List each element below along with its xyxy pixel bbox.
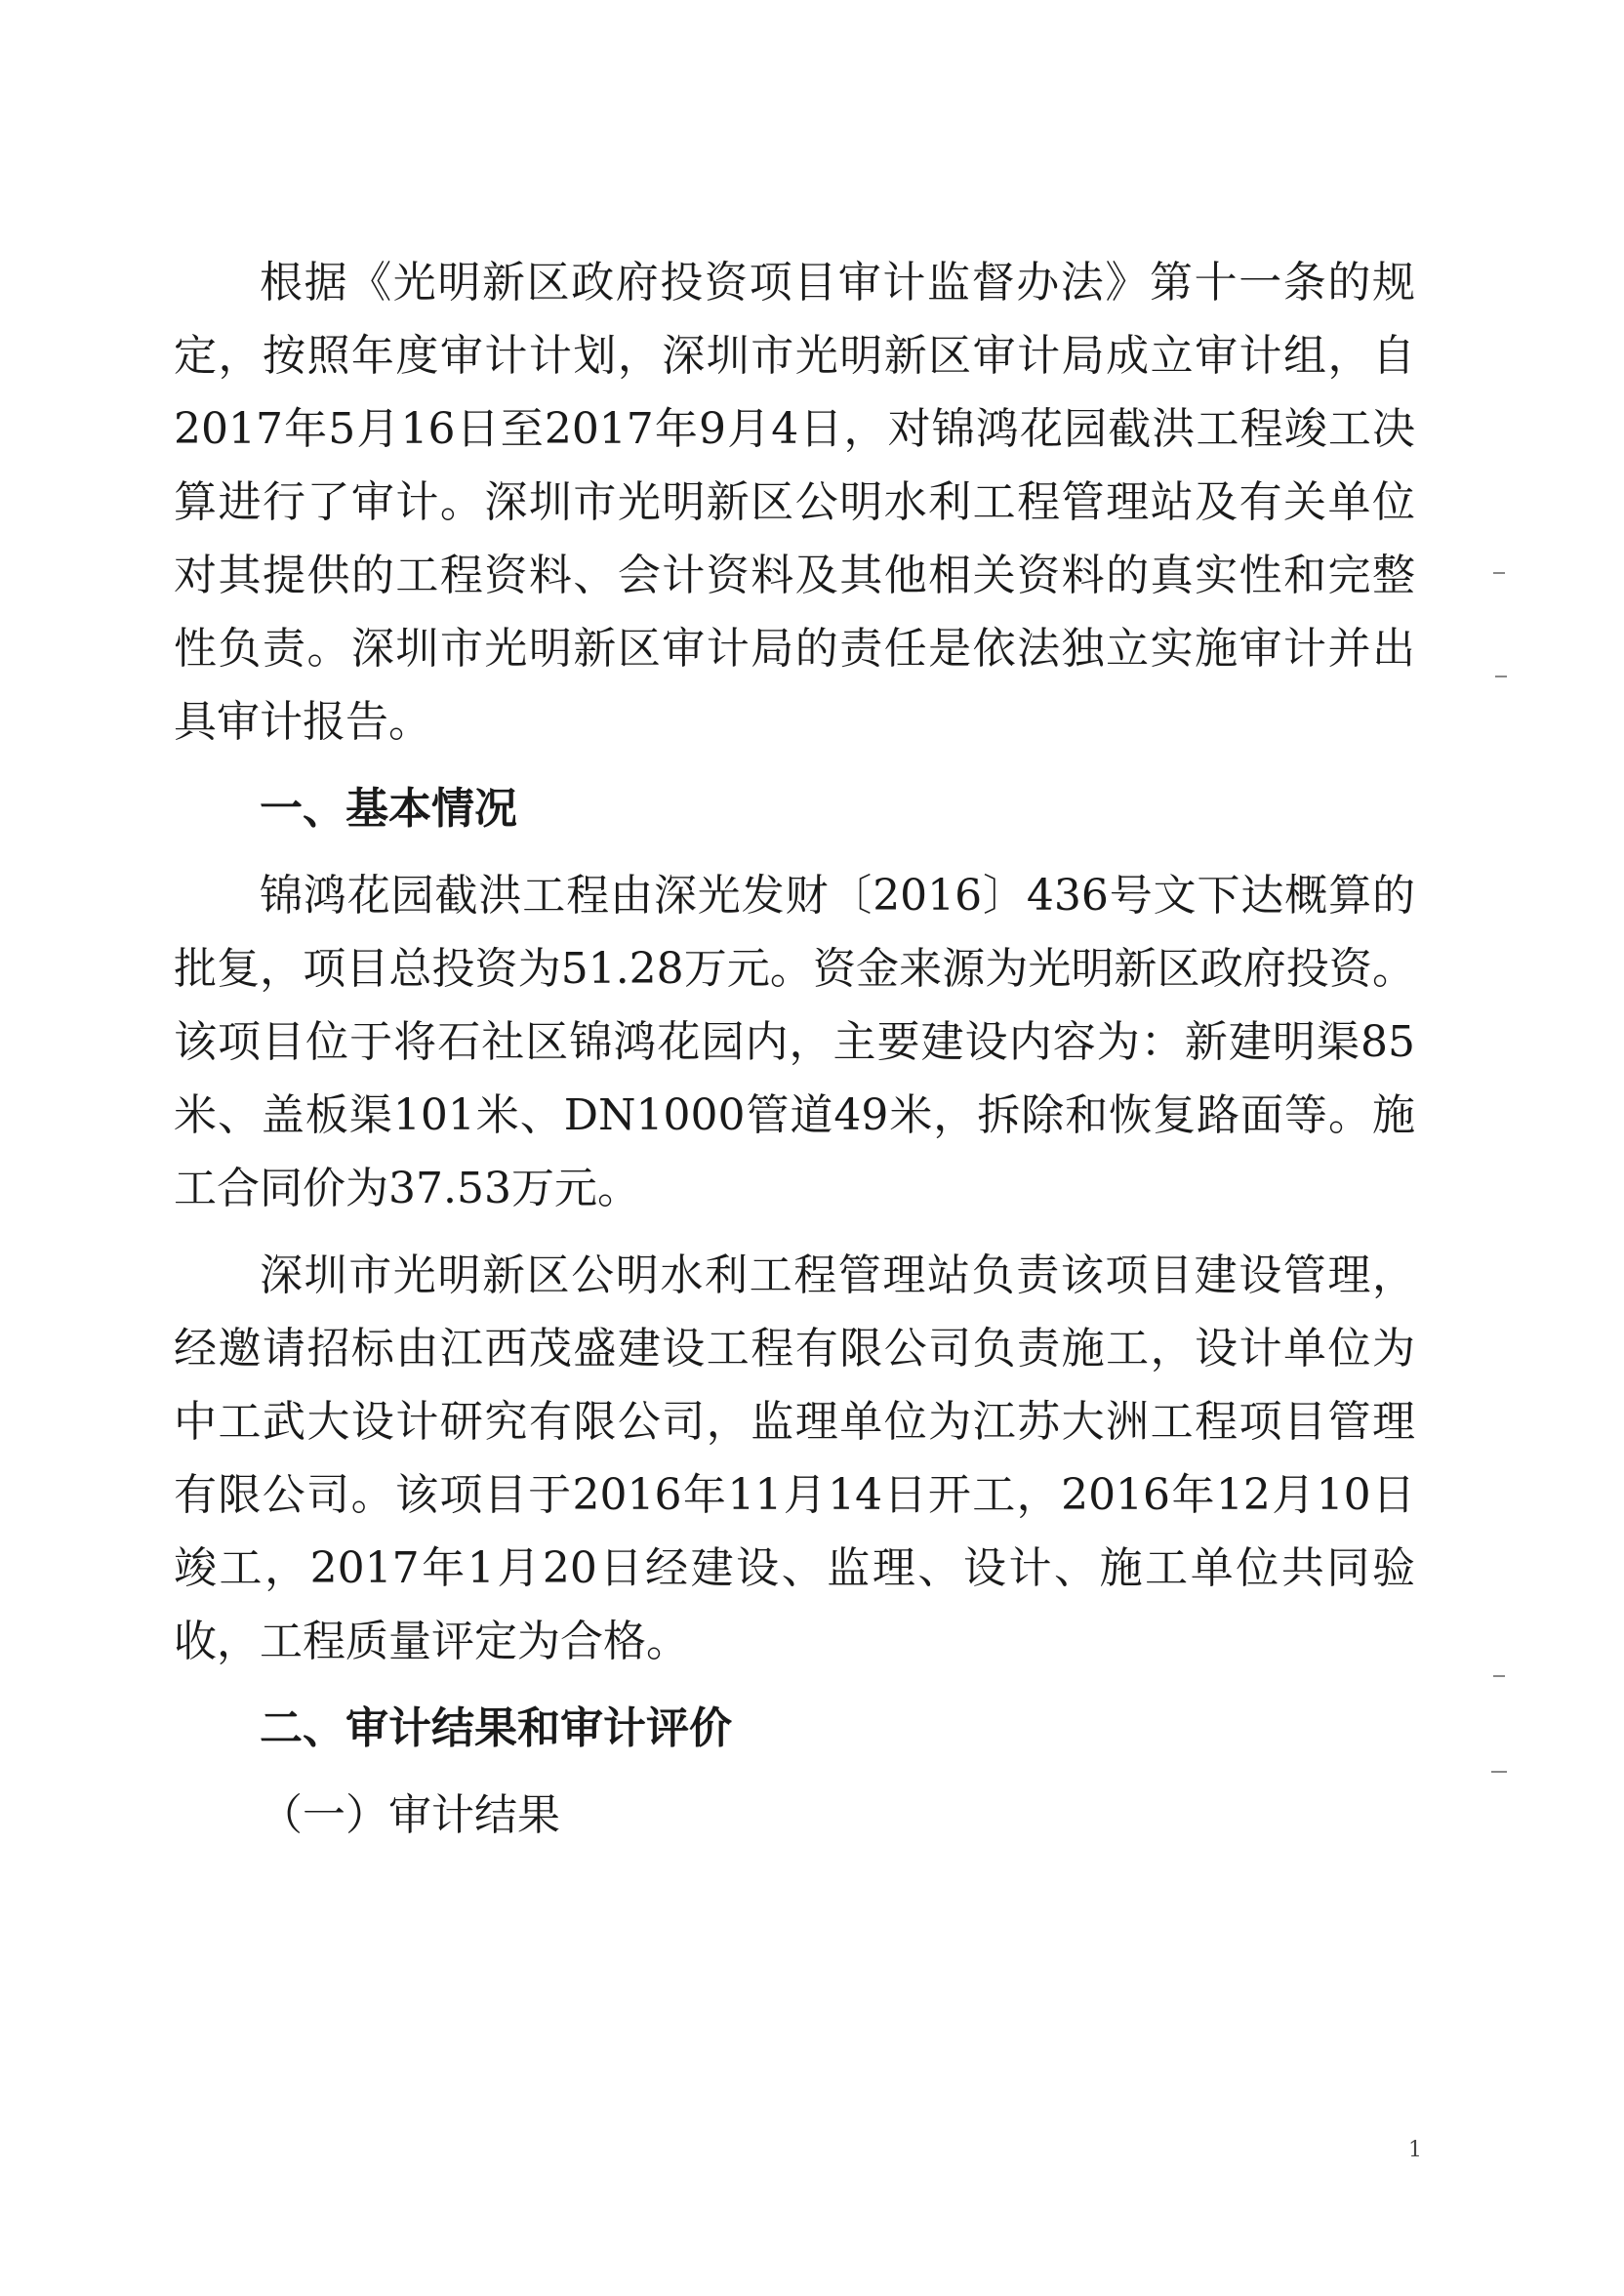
basic-info-paragraph-1: 锦鸿花园截洪工程由深光发财〔2016〕436号文下达概算的批复，项目总投资为51.28万元。资金来源为光明新区政府投资。该项目位于将石社区锦鸿花园内，主要建设内容为：新建明渠85米、盖板渠101米、DN1000管道49米，拆除和恢复路面等。施工合同价为37.53万元。 bbox=[174, 871, 1415, 1213]
scan-margin-mark bbox=[1493, 572, 1505, 574]
scan-margin-mark bbox=[1491, 1771, 1507, 1773]
section-heading-basic-info: 一、基本情况 bbox=[260, 784, 517, 834]
scan-margin-mark bbox=[1493, 1675, 1505, 1677]
basic-info-paragraph-2: 深圳市光明新区公明水利工程管理站负责该项目建设管理，经邀请招标由江西茂盛建设工程有限公司负责施工，设计单位为中工武大设计研究有限公司，监理单位为江苏大洲工程项目管理有限公司。该项目于2016年11月14日开工，2016年12月10日竣工，2017年1月20日经建设、监理、设计、施工单位共同验收，工程质量评定为合格。 bbox=[174, 1250, 1415, 1666]
subsection-heading-audit-results: （一）审计结果 bbox=[260, 1790, 560, 1840]
scan-margin-mark bbox=[1495, 676, 1507, 677]
section-heading-audit-results: 二、审计结果和审计评价 bbox=[260, 1703, 732, 1753]
intro-paragraph: 根据《光明新区政府投资项目审计监督办法》第十一条的规定，按照年度审计计划，深圳市光明新区审计局成立审计组，自2017年5月16日至2017年9月4日，对锦鸿花园截洪工程竣工决算进行了审计。深圳市光明新区公明水利工程管理站及有关单位对其提供的工程资料、会计资料及其他相关资料的真实性和完整性负责。深圳市光明新区审计局的责任是依法独立实施审计并出具审计报告。 bbox=[174, 258, 1416, 747]
page-number: 1 bbox=[1408, 2138, 1422, 2162]
document-body bbox=[174, 246, 1415, 1852]
